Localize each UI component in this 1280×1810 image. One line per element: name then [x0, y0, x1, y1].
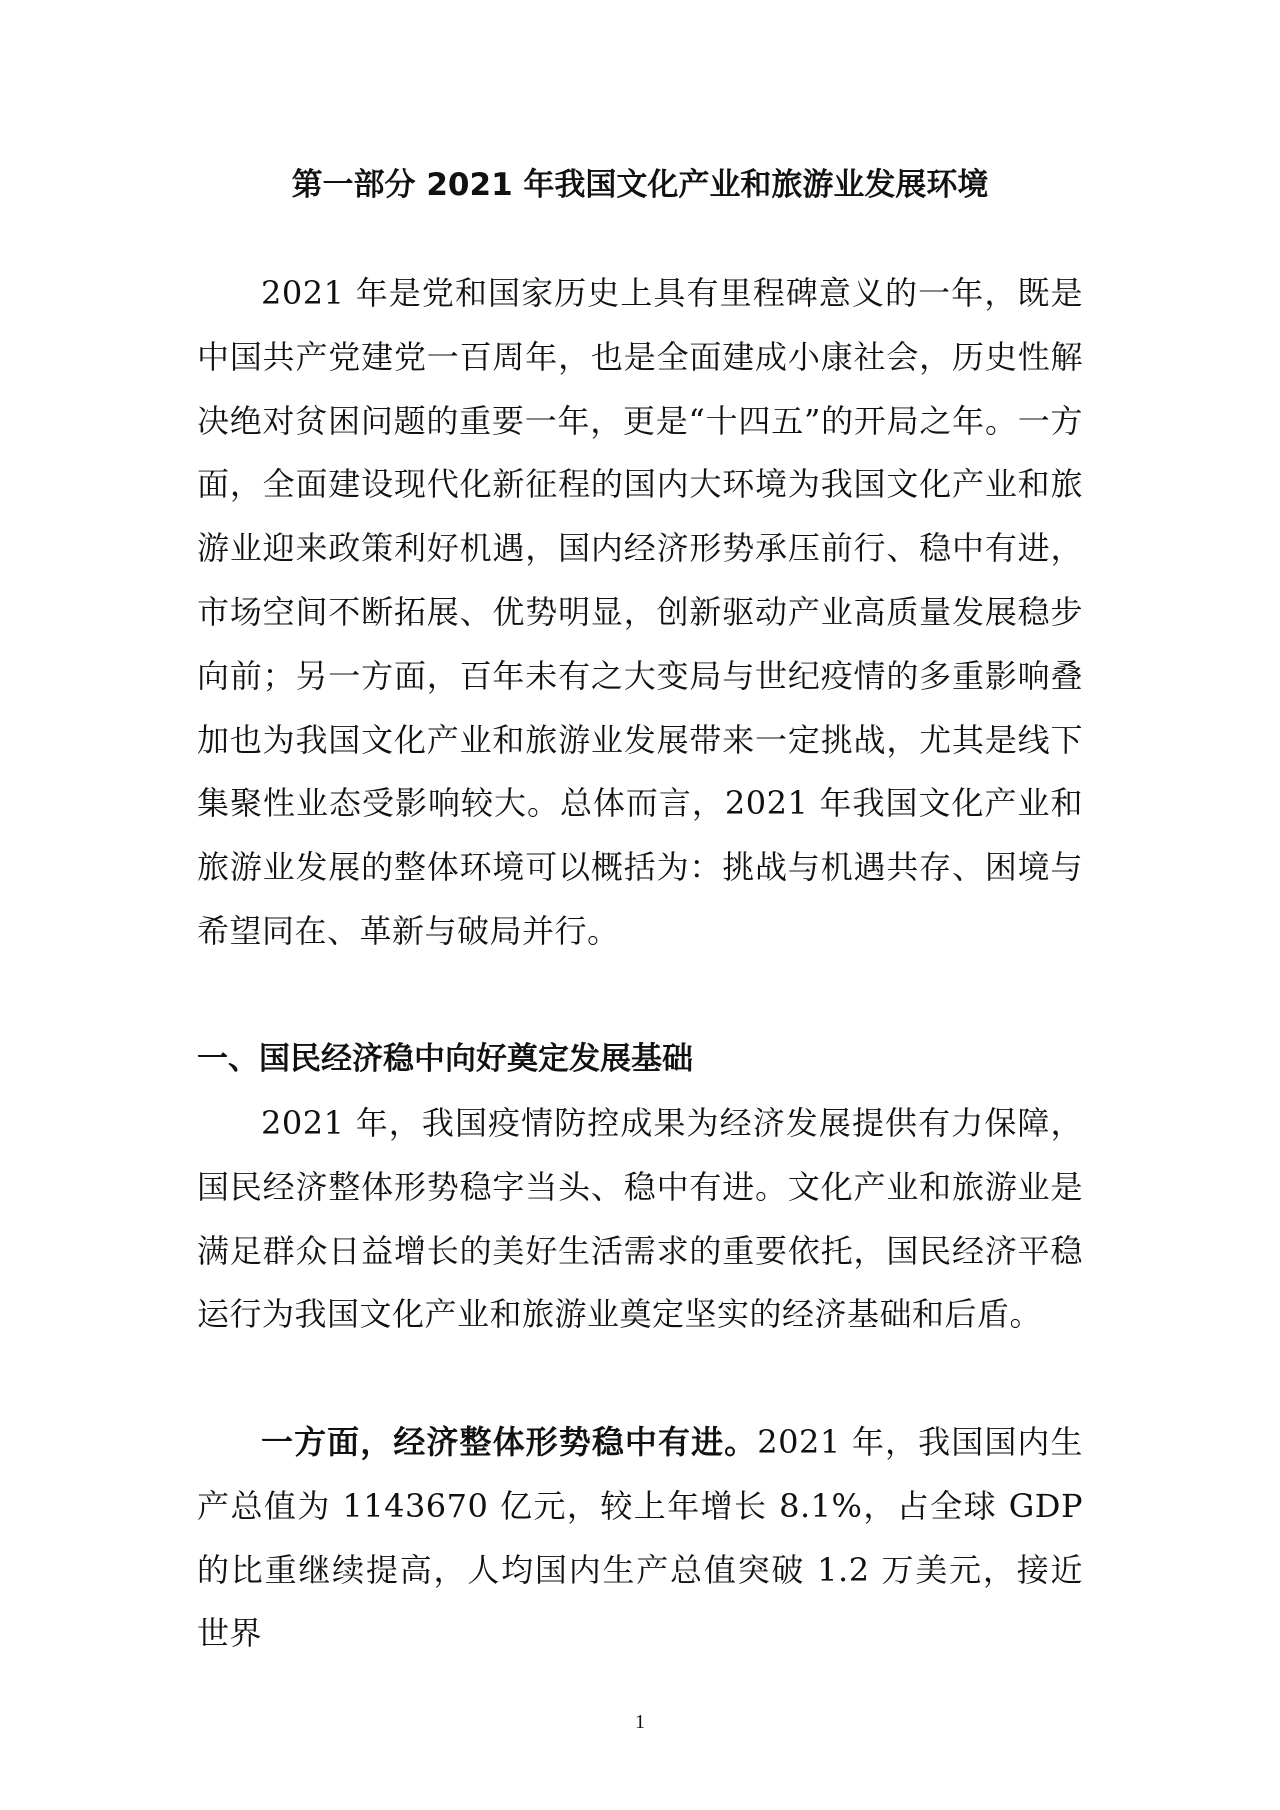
section-heading: 一、国民经济稳中向好奠定发展基础 [197, 1041, 693, 1077]
page-number: 1 [635, 1711, 645, 1733]
paragraph-text: 2021 年，我国国内生产总值为 1143670 亿元，较上年增长 8.1%，占全球 GDP 的比重继续提高，人均国内生产总值突破 1.2 万美元，接近世界 [197, 1423, 1083, 1653]
page-title: 第一部分 2021 年我国文化产业和旅游业发展环境 [291, 167, 989, 203]
section-paragraph-economy [197, 1411, 1083, 1666]
paragraph-bold-lead: 一方面，经济整体形势稳中有进。 [261, 1423, 758, 1461]
section-paragraph: 2021 年，我国疫情防控成果为经济发展提供有力保障，国民经济整体形势稳字当头、稳中有进。文化产业和旅游业是满足群众日益增长的美好生活需求的重要依托，国民经济平稳运行为我国文化产业和旅游业奠定坚实的经济基础和后盾。 [197, 1104, 1083, 1334]
intro-paragraph: 2021 年是党和国家历史上具有里程碑意义的一年，既是中国共产党建党一百周年，也是全面建成小康社会，历史性解决绝对贫困问题的重要一年，更是“十四五”的开局之年。一方面，全面建设现代化新征程的国内大环境为我国文化产业和旅游业迎来政策利好机遇，国内经济形势承压前行、稳中有进，市场空间不断拓展、优势明显，创新驱动产业高质量发展稳步向前；另一方面，百年未有之大变局与世纪疫情的多重影响叠加也为我国文化产业和旅游业发展带来一定挑战，尤其是线下集聚性业态受影响较大。总体而言，2021 年我国文化产业和旅游业发展的整体环境可以概括为：挑战与机遇共存、困境与希望同在、革新与破局并行。 [197, 274, 1083, 950]
